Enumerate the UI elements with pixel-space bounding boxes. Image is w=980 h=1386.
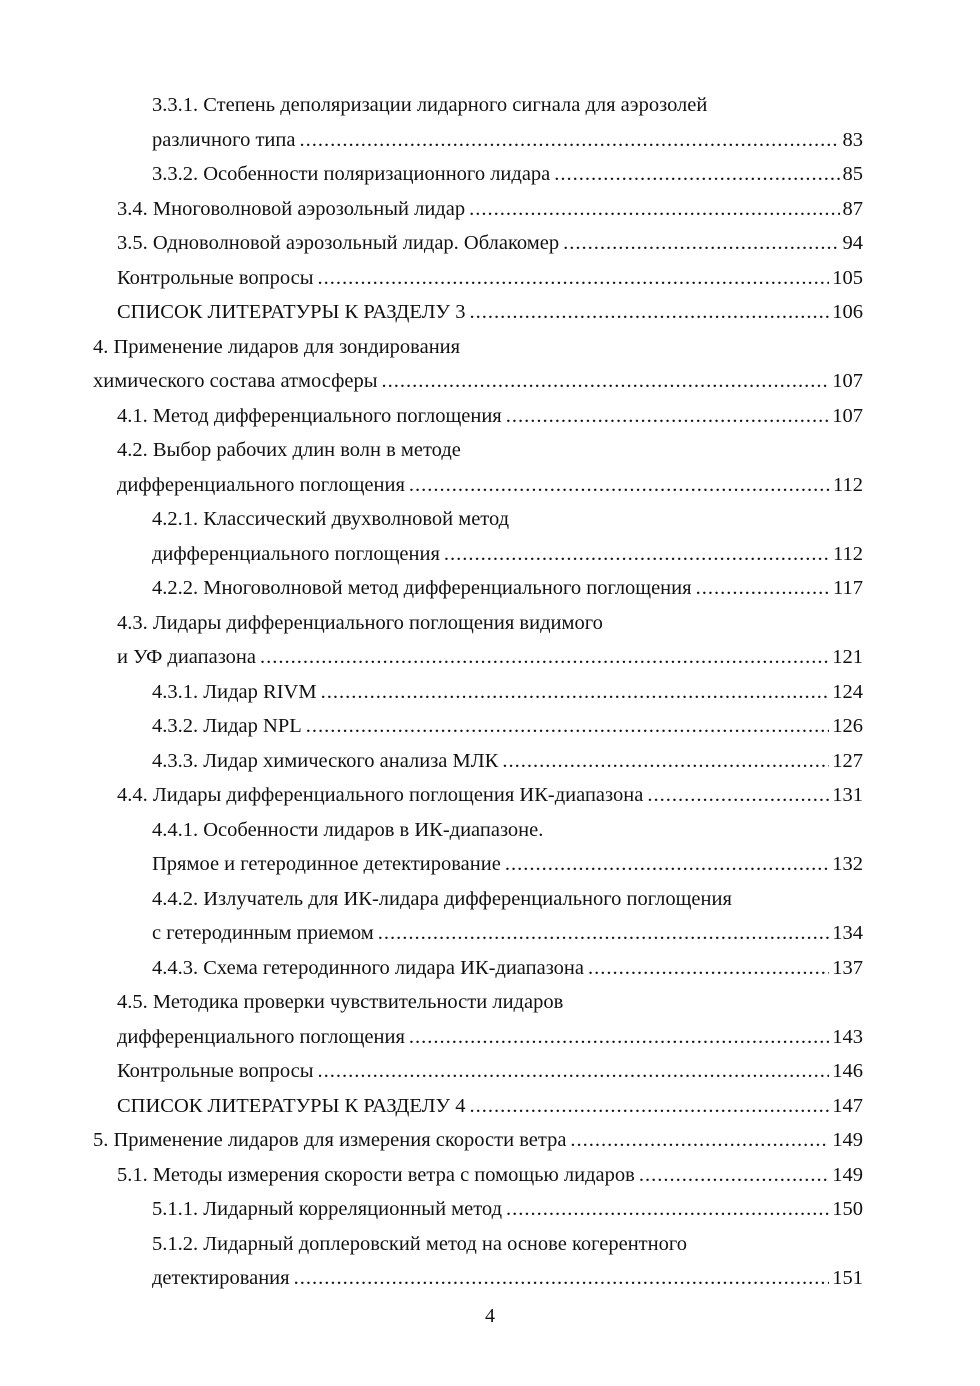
toc-entry-title: химического состава атмосферы bbox=[93, 370, 378, 392]
dot-leader bbox=[306, 709, 829, 744]
dot-leader bbox=[469, 192, 839, 227]
toc-entry-title: 4.2.1. Классический двухволновой метод bbox=[152, 508, 510, 530]
dot-leader bbox=[321, 675, 830, 710]
toc-entry bbox=[0, 813, 980, 848]
toc-entry-page: 150 bbox=[832, 1198, 863, 1220]
toc-entry bbox=[0, 88, 980, 123]
toc-entry-title: 4.2. Выбор рабочих длин волн в методе bbox=[117, 439, 461, 461]
toc-entry bbox=[0, 985, 980, 1020]
toc-entry bbox=[0, 399, 980, 434]
toc-entry bbox=[0, 123, 980, 158]
toc-entry bbox=[0, 295, 980, 330]
toc-entry-page: 124 bbox=[832, 680, 863, 703]
toc-entry bbox=[0, 640, 980, 675]
toc-entry-page: 87 bbox=[842, 197, 863, 220]
toc-entry bbox=[0, 192, 980, 227]
toc-entry-title: 4.3. Лидары дифференциального поглощения видимого bbox=[117, 611, 603, 634]
dot-leader bbox=[554, 157, 839, 192]
toc-entry bbox=[0, 675, 980, 710]
toc-entry-title: дифференциального поглощения bbox=[117, 1025, 405, 1048]
toc-entry-title: 4.4.3. Схема гетеродинного лидара ИК-диапазона bbox=[152, 956, 584, 979]
toc-entry bbox=[0, 1054, 980, 1089]
toc-entry-title: 4.5. Методика проверки чувствительности лидаров bbox=[117, 991, 564, 1013]
toc-entry-page: 107 bbox=[832, 370, 863, 392]
toc-entry-page: 106 bbox=[832, 301, 863, 323]
toc-entry-title: детектирования bbox=[152, 1267, 290, 1289]
toc-entry-title: Контрольные вопросы bbox=[117, 266, 314, 289]
toc-entry-page: 134 bbox=[832, 922, 863, 944]
dot-leader bbox=[696, 571, 830, 606]
toc-entry-title: 4.1. Метод дифференциального поглощения bbox=[117, 404, 502, 427]
toc-entry-title: 4.3.3. Лидар химического анализа МЛК bbox=[152, 749, 499, 772]
toc-entry bbox=[0, 502, 980, 537]
dot-leader bbox=[647, 778, 829, 813]
toc-entry-page: 107 bbox=[832, 404, 863, 427]
toc-entry bbox=[0, 1261, 980, 1296]
toc-entry-page: 121 bbox=[832, 646, 863, 668]
toc-entry bbox=[0, 157, 980, 192]
toc-entry bbox=[0, 744, 980, 779]
dot-leader bbox=[444, 537, 830, 572]
toc-entry-page: 85 bbox=[842, 163, 863, 185]
dot-leader bbox=[506, 1192, 829, 1227]
dot-leader bbox=[409, 1020, 829, 1055]
toc-entry-page: 151 bbox=[832, 1267, 863, 1289]
toc-entry bbox=[0, 951, 980, 986]
toc-entry-title: 3.4. Многоволновой аэрозольный лидар bbox=[117, 197, 466, 220]
toc-entry bbox=[0, 1158, 980, 1193]
toc-entry-page: 143 bbox=[832, 1025, 863, 1048]
toc-entry-title: 5. Применение лидаров для измерения скорости ветра bbox=[93, 1129, 567, 1151]
toc-entry-title: 5.1.2. Лидарный доплеровский метод на основе когерентного bbox=[152, 1232, 687, 1255]
toc-entry-title: 4.4.2. Излучатель для ИК-лидара дифференциального поглощения bbox=[152, 887, 732, 910]
toc-entry-page: 126 bbox=[832, 715, 863, 737]
dot-leader bbox=[505, 847, 829, 882]
dot-leader bbox=[502, 744, 829, 779]
dot-leader bbox=[469, 1089, 829, 1124]
table-of-contents bbox=[0, 88, 980, 1296]
dot-leader bbox=[570, 1123, 829, 1158]
toc-entry-page: 149 bbox=[832, 1163, 863, 1186]
toc-entry-title: 3.5. Одноволновой аэрозольный лидар. Облакомер bbox=[117, 232, 560, 254]
toc-entry bbox=[0, 606, 980, 641]
toc-entry bbox=[0, 468, 980, 503]
toc-entry bbox=[0, 709, 980, 744]
toc-entry bbox=[0, 226, 980, 261]
toc-entry-page: 127 bbox=[832, 749, 863, 772]
dot-leader bbox=[260, 640, 829, 675]
toc-entry bbox=[0, 1192, 980, 1227]
dot-leader bbox=[294, 1261, 830, 1296]
toc-entry-page: 117 bbox=[833, 577, 863, 599]
toc-entry-page: 146 bbox=[832, 1060, 863, 1082]
dot-leader bbox=[378, 916, 830, 951]
dot-leader bbox=[409, 468, 830, 503]
toc-entry bbox=[0, 916, 980, 951]
toc-entry bbox=[0, 847, 980, 882]
dot-leader bbox=[469, 295, 829, 330]
dot-leader bbox=[639, 1158, 829, 1193]
toc-entry-title: 4.3.2. Лидар NPL bbox=[152, 715, 302, 737]
toc-entry-title: 5.1. Методы измерения скорости ветра с помощью лидаров bbox=[117, 1163, 635, 1186]
toc-entry-page: 112 bbox=[833, 542, 863, 565]
toc-entry-title: 4. Применение лидаров для зондирования bbox=[93, 335, 461, 358]
toc-entry-title: 4.2.2. Многоволновой метод дифференциального поглощения bbox=[152, 577, 692, 599]
toc-entry-page: 131 bbox=[832, 784, 863, 806]
dot-leader bbox=[506, 399, 830, 434]
toc-entry bbox=[0, 1123, 980, 1158]
toc-entry-page: 147 bbox=[832, 1094, 863, 1117]
toc-entry bbox=[0, 261, 980, 296]
toc-entry-page: 105 bbox=[832, 266, 863, 289]
toc-entry bbox=[0, 1089, 980, 1124]
toc-entry-title: с гетеродинным приемом bbox=[152, 922, 374, 944]
toc-entry-title: 4.3.1. Лидар RIVM bbox=[152, 680, 317, 703]
toc-entry-title: дифференциального поглощения bbox=[152, 542, 440, 565]
dot-leader bbox=[382, 364, 830, 399]
toc-entry-page: 83 bbox=[842, 128, 863, 151]
dot-leader bbox=[563, 226, 839, 261]
toc-entry bbox=[0, 364, 980, 399]
page-number: 4 bbox=[485, 1305, 495, 1327]
toc-entry-title: Прямое и гетеродинное детектирование bbox=[152, 853, 501, 875]
toc-entry-page: 112 bbox=[833, 473, 863, 496]
toc-entry-title: и УФ диапазона bbox=[117, 646, 257, 668]
toc-entry bbox=[0, 330, 980, 365]
toc-entry-page: 94 bbox=[842, 232, 863, 254]
toc-entry-title: дифференциального поглощения bbox=[117, 473, 405, 496]
toc-entry bbox=[0, 433, 980, 468]
toc-entry-title: 4.4.1. Особенности лидаров в ИК-диапазоне. bbox=[152, 818, 544, 841]
dot-leader bbox=[588, 951, 829, 986]
dot-leader bbox=[299, 123, 839, 158]
toc-entry bbox=[0, 571, 980, 606]
toc-entry-title: СПИСОК ЛИТЕРАТУРЫ К РАЗДЕЛУ 4 bbox=[117, 1094, 466, 1117]
toc-entry-title: различного типа bbox=[152, 128, 296, 151]
toc-entry-page: 149 bbox=[832, 1129, 863, 1151]
toc-entry bbox=[0, 1227, 980, 1262]
toc-entry-title: СПИСОК ЛИТЕРАТУРЫ К РАЗДЕЛУ 3 bbox=[117, 301, 466, 323]
dot-leader bbox=[318, 261, 830, 296]
toc-entry bbox=[0, 778, 980, 813]
toc-entry bbox=[0, 1020, 980, 1055]
toc-entry-title: 4.4. Лидары дифференциального поглощения ИК-диапазона bbox=[117, 784, 644, 806]
dot-leader bbox=[318, 1054, 830, 1089]
toc-entry bbox=[0, 537, 980, 572]
toc-entry-title: 3.3.1. Степень деполяризации лидарного сигнала для аэрозолей bbox=[152, 94, 708, 116]
toc-entry-title: Контрольные вопросы bbox=[117, 1060, 314, 1082]
toc-entry-title: 3.3.2. Особенности поляризационного лидара bbox=[152, 163, 551, 185]
toc-entry-title: 5.1.1. Лидарный корреляционный метод bbox=[152, 1198, 503, 1220]
toc-entry-page: 137 bbox=[832, 956, 863, 979]
toc-entry bbox=[0, 882, 980, 917]
toc-entry-page: 132 bbox=[832, 853, 863, 875]
